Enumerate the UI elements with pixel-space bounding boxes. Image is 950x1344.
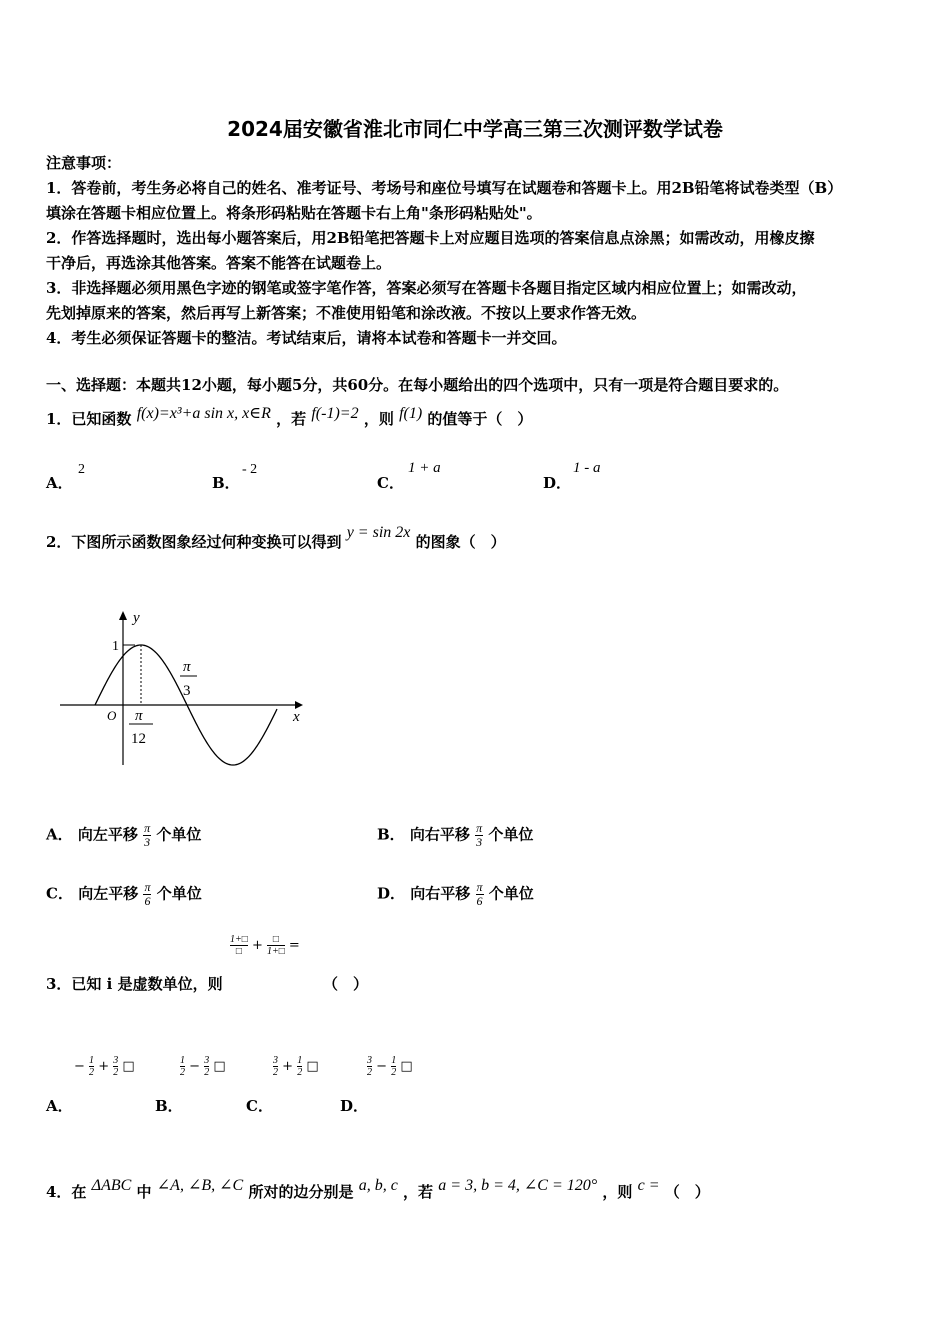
angles-notation: ∠A, ∠B, ∠C: [156, 1177, 244, 1194]
option-c: [46, 881, 202, 908]
numerator: 3: [367, 1055, 372, 1066]
option-text: 向右平移: [409, 825, 470, 844]
pi-label: π: [135, 708, 143, 724]
denominator: 2: [367, 1067, 372, 1078]
option-label: C．: [377, 474, 404, 492]
denominator: 3: [476, 835, 483, 849]
question-2-suffix: 的图象（ ）: [415, 533, 506, 551]
option-b-expression: [180, 1055, 226, 1078]
denominator: 2: [273, 1067, 278, 1078]
question-1-text: ，若: [276, 410, 307, 428]
y-axis-label: y: [133, 610, 140, 626]
notice-heading: 注意事项：: [46, 154, 122, 172]
option-text: 个单位: [488, 884, 534, 903]
numerator: 1: [89, 1055, 95, 1066]
question-4-prefix: 4．在: [46, 1183, 87, 1201]
question-4-target: c =: [637, 1177, 660, 1194]
option-text: 个单位: [156, 825, 202, 844]
notice-line: 2．作答选择题时，选出每小题答案后，用2B铅笔把答题卡上对应题目选项的答案信息点涂黑；如需改动，用橡皮擦: [46, 229, 815, 247]
fraction: [89, 1055, 94, 1078]
option-value: 1 + a: [408, 460, 441, 476]
fraction: [391, 1055, 396, 1078]
option-d: [377, 881, 534, 908]
option-d-expression: [367, 1055, 413, 1078]
option-value: 2: [78, 462, 85, 477]
imaginary-unit: □: [122, 1059, 135, 1074]
plus-sign: +: [251, 938, 263, 953]
fraction: [476, 881, 484, 908]
numerator: π: [144, 821, 151, 835]
imaginary-unit: □: [306, 1059, 319, 1074]
question-4-text: ，则: [602, 1183, 633, 1201]
question-1-function: f(x)=x³+a sin x, x∈R: [136, 405, 271, 422]
option-a-expression: [74, 1055, 135, 1078]
question-1-text: ，则: [363, 410, 394, 428]
numerator: π: [476, 880, 483, 894]
option-text: 向右平移: [410, 884, 471, 903]
operator: −: [376, 1059, 388, 1074]
question-4-condition: a = 3, b = 4, ∠C = 120°: [438, 1177, 598, 1194]
denominator: 2: [89, 1067, 95, 1078]
denominator: 2: [113, 1067, 119, 1078]
operator: +: [282, 1059, 294, 1074]
pi-label: π: [183, 659, 191, 675]
notice-line: 1．答卷前，考生务必将自己的姓名、准考证号、考场号和座位号填写在试题卷和答题卡上。用2B铅笔将试卷类型（B）: [46, 179, 843, 197]
fraction: [143, 822, 151, 849]
fraction: [143, 881, 151, 908]
operator: −: [189, 1059, 201, 1074]
option-text: 向左平移: [77, 825, 138, 844]
numerator: 1: [391, 1055, 397, 1066]
option-label: D．: [543, 474, 572, 492]
numerator: π: [144, 880, 151, 894]
option-text: 个单位: [488, 825, 534, 844]
notice-line: 3．非选择题必须用黑色字迹的钢笔或签字笔作答，答案必须写在答题卡各题目指定区域内相应位置上；如需改动，: [46, 279, 807, 297]
fraction: [180, 1055, 185, 1078]
denominator: 2: [204, 1067, 210, 1078]
option-c-expression: [273, 1055, 319, 1078]
den-label: 3: [183, 683, 191, 699]
fraction: [113, 1055, 118, 1078]
question-4-text: 所对的边分别是: [248, 1183, 354, 1201]
denominator: 2: [180, 1067, 185, 1078]
option-label: C．: [46, 884, 73, 903]
notice-line: 先划掉原来的答案，然后再写上新答案；不准使用铅笔和涂改液。不按以上要求作答无效。: [46, 304, 647, 322]
denominator: 2: [391, 1067, 397, 1078]
option-b: [377, 822, 533, 849]
question-2: [46, 524, 506, 552]
question-4-text: 中: [136, 1183, 152, 1201]
imaginary-unit: □: [213, 1059, 226, 1074]
imaginary-unit: □: [400, 1059, 413, 1074]
denominator: 6: [476, 894, 483, 908]
option-label: B．: [155, 1097, 183, 1115]
question-3-prefix: 3．已知 i 是虚数单位，则: [46, 975, 223, 993]
question-1-target: f(1): [399, 405, 423, 422]
option-label: A．: [46, 825, 73, 844]
numerator: 3: [273, 1055, 278, 1066]
question-1-suffix: 的值等于（ ）: [427, 410, 533, 428]
option-a: [46, 822, 201, 849]
denominator: 3: [144, 835, 151, 849]
question-2-prefix: 2．下图所示函数图象经过何种变换可以得到: [46, 533, 342, 551]
numerator: 1: [297, 1055, 303, 1066]
denominator: 2: [297, 1067, 303, 1078]
option-label: B．: [212, 474, 240, 492]
x-axis-arrow: [295, 701, 303, 709]
max-label: 1: [112, 639, 119, 654]
question-2-function: y = sin 2x: [346, 524, 411, 541]
origin-label: O: [107, 708, 117, 723]
y-axis-arrow: [119, 611, 127, 620]
option-text: 个单位: [156, 884, 202, 903]
option-label: A．: [46, 1097, 73, 1115]
den-label: 12: [131, 731, 146, 747]
option-value: 1 - a: [573, 460, 601, 476]
question-3-suffix: （ ）: [323, 975, 369, 993]
numerator: 1+□: [230, 934, 248, 945]
option-label: C．: [246, 1097, 273, 1115]
numerator: π: [476, 821, 483, 835]
fraction: [475, 822, 483, 849]
notice-line: 4．考生必须保证答题卡的整洁。考试结束后，请将本试卷和答题卡一并交回。: [46, 329, 567, 347]
denominator: □: [235, 946, 242, 957]
denominator: 1+□: [266, 946, 285, 957]
denominator: 6: [144, 894, 151, 908]
option-label: D．: [377, 884, 406, 903]
option-label: B．: [377, 825, 405, 844]
option-label: D．: [340, 1097, 369, 1115]
sine-graph: [55, 600, 315, 772]
fraction: [230, 934, 248, 957]
equals-sign: =: [288, 938, 300, 953]
notice-line: 干净后，再选涂其他答案。答案不能答在试题卷上。: [46, 254, 392, 272]
fraction: [367, 1055, 372, 1078]
option-value: - 2: [242, 462, 258, 477]
x-axis-label: x: [293, 709, 300, 725]
question-1: [46, 405, 533, 429]
notice-line: 填涂在答题卡相应位置上。将条形码粘贴在答题卡右上角"条形码粘贴处"。: [46, 204, 542, 222]
operator: +: [98, 1059, 110, 1074]
question-4: [46, 1177, 710, 1202]
question-1-condition: f(-1)=2: [311, 405, 359, 422]
triangle-notation: ΔABC: [91, 1177, 132, 1194]
numerator: 3: [204, 1055, 210, 1066]
question-4-suffix: （ ）: [664, 1183, 710, 1201]
sign: −: [74, 1059, 85, 1074]
question-1-prefix: 1．已知函数: [46, 410, 132, 428]
option-label: A．: [46, 474, 73, 492]
sides-notation: a, b, c: [358, 1177, 398, 1194]
numerator: □: [267, 934, 285, 946]
option-text: 向左平移: [78, 884, 139, 903]
numerator: 1: [180, 1055, 185, 1066]
page-title: 2024届安徽省淮北市同仁中学高三第三次测评数学试卷: [227, 117, 723, 141]
question-3-expression: [230, 934, 300, 957]
fraction: [267, 934, 285, 957]
section-heading: 一、选择题：本题共12小题，每小题5分，共60分。在每小题给出的四个选项中，只有一项是符合题目要求的。: [46, 376, 789, 394]
fraction: [204, 1055, 209, 1078]
question-4-text: ，若: [403, 1183, 434, 1201]
fraction: [297, 1055, 302, 1078]
fraction: [273, 1055, 278, 1078]
numerator: 3: [113, 1055, 119, 1066]
